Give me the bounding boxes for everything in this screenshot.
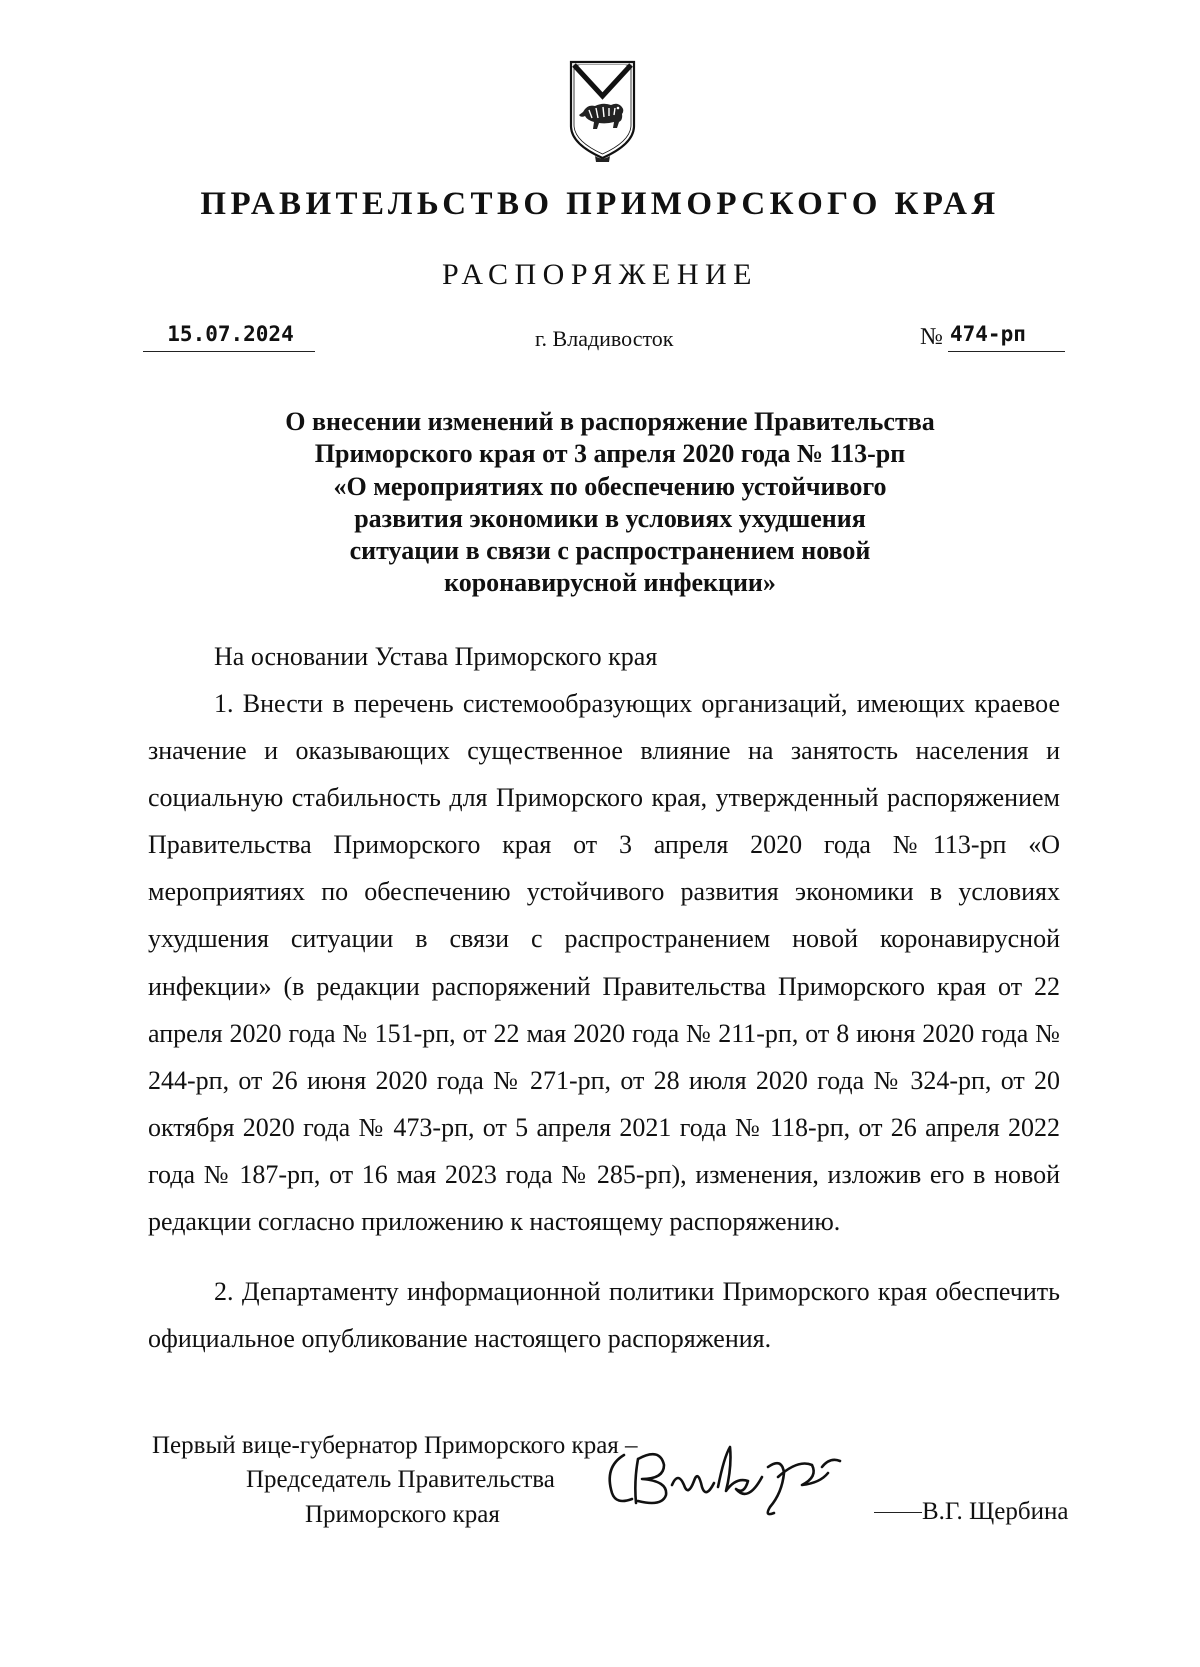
title-line: «О мероприятиях по обеспечению устойчивого <box>333 471 887 501</box>
title-line: Приморского края от 3 апреля 2020 года № 113-рп <box>314 439 906 469</box>
signer-name: В.Г. Щербина <box>922 1498 1069 1525</box>
title-line: О внесении изменений в распоряжение Правительства <box>285 407 935 436</box>
organization-heading: ПРАВИТЕЛЬСТВО ПРИМОРСКОГО КРАЯ <box>200 186 1000 222</box>
title-line: коронавирусной инфекции» <box>444 568 776 598</box>
document-date: 15.07.2024 <box>167 322 294 346</box>
signer-position-line-3: Приморского края <box>305 1501 500 1528</box>
legal-basis: На основании Устава Приморского края <box>214 642 658 671</box>
coat-of-arms-icon <box>565 58 640 168</box>
paragraph-2: 2. Департаменту информационной политики Приморского края обеспечить официальное опубликование настоящего распоряжения. <box>148 1277 1060 1354</box>
paragraph-1: 1. Внести в перечень системообразующих организаций, имеющих краевое значение и оказывающих существенное влияние на занятость населения и социальную стабильность для Приморского края, утвержденный распоряжением Правительства Приморского края от 3 апреля 2020 года №113-рп «О мероприятиях по обеспечению устойчивого развития экономики в условиях ухудшения ситуации в связи с распространением новой коронавирусной инфекции» (в редакции распоряжений Правительства Приморского края от 22 апреля 2020 года № 151-рп, от 22 мая 2020 года № 211-рп, от 8 июня 2020 года № 244-рп, от 26 июня 2020 года № 271-рп, от 28 июля 2020 года № 324-рп, от 20 октября 2020 года № 473-рп, от 5 апреля 2021 года № 118-рп, от 26 апреля 2022 года № 187-рп, от 16 мая 2023 года № 285-рп), изменения, изложив его в новой редакции согласно приложению к настоящему распоряжению. <box>148 689 1060 1237</box>
document-number: 474-рп <box>950 322 1026 346</box>
document-city: г. Владивосток <box>535 326 674 351</box>
document-type: РАСПОРЯЖЕНИЕ <box>441 258 759 291</box>
document-title <box>200 406 1020 600</box>
title-line: ситуации в связи с распространением новой <box>349 536 871 566</box>
signature-dash <box>874 1512 922 1513</box>
signer-position-line-2: Председатель Правительства <box>246 1466 555 1493</box>
title-line: развития экономики в условиях ухудшения <box>354 503 866 533</box>
number-sign: № <box>920 324 943 350</box>
signer-position-line-1: Первый вице-губернатор Приморского края – <box>152 1432 638 1459</box>
date-underline <box>143 351 315 352</box>
number-underline <box>948 351 1065 352</box>
handwritten-signature-icon <box>598 1437 868 1527</box>
